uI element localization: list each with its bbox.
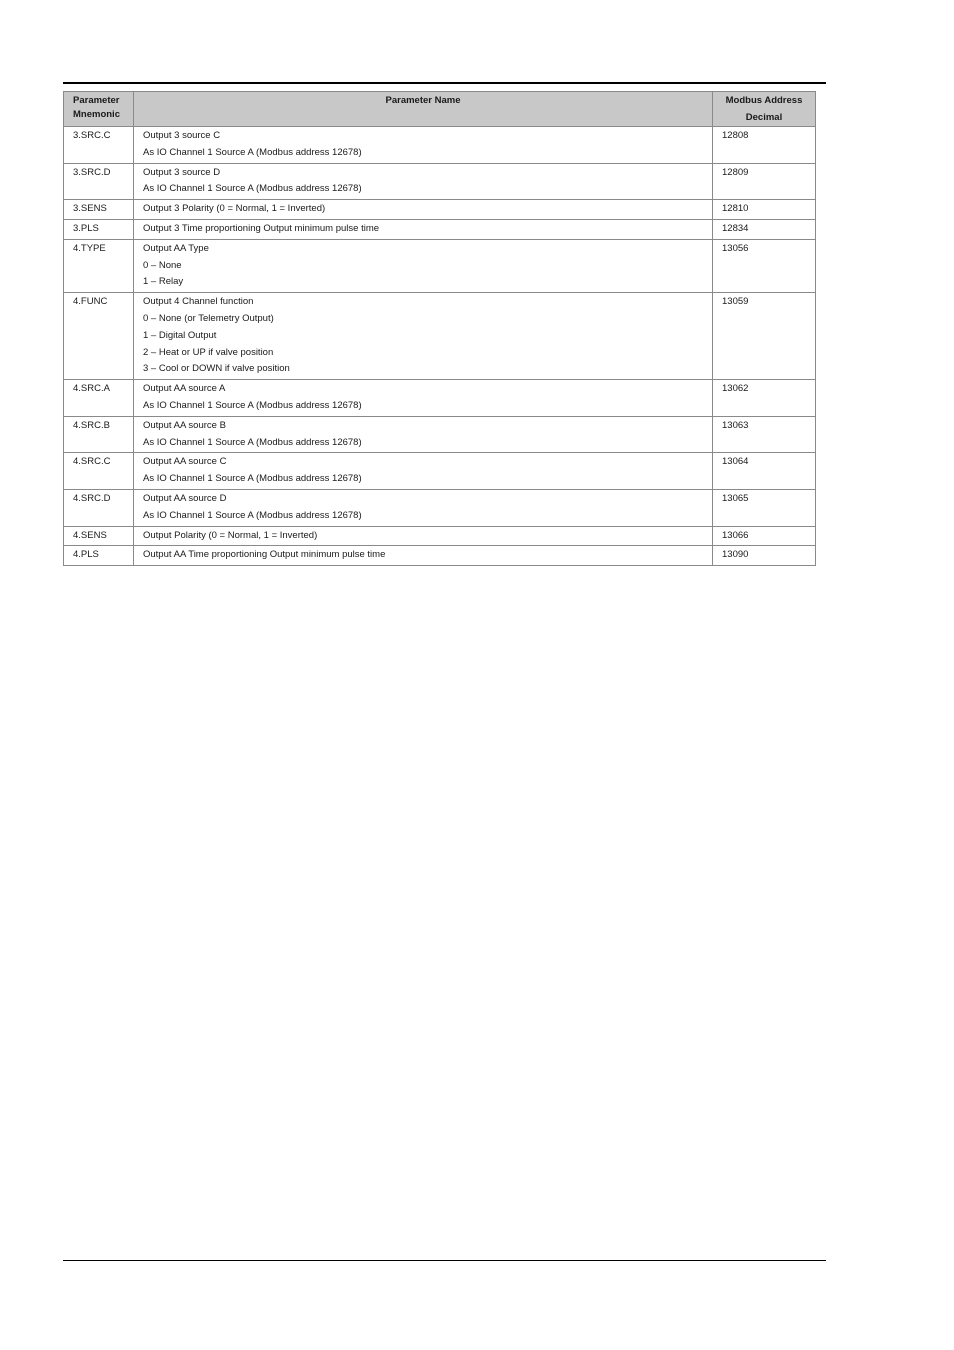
address-header-line2: Decimal bbox=[745, 112, 783, 123]
parameter-name-line: As IO Channel 1 Source A (Modbus address 12678) bbox=[143, 399, 362, 411]
table-row bbox=[64, 453, 816, 490]
modbus-address: 12810 bbox=[713, 200, 816, 220]
parameter-name bbox=[134, 453, 713, 490]
modbus-address: 12809 bbox=[713, 163, 816, 200]
parameter-name-line: Output 4 Channel function bbox=[143, 296, 254, 308]
table-row bbox=[64, 239, 816, 292]
parameter-name-line: 1 – Relay bbox=[143, 276, 184, 288]
modbus-address: 12834 bbox=[713, 219, 816, 239]
address-header-line1: Modbus Address bbox=[725, 95, 803, 106]
modbus-address: 13062 bbox=[713, 380, 816, 417]
parameter-name-line: 3 – Cool or DOWN if valve position bbox=[143, 363, 290, 375]
parameter-name-line: Output AA source C bbox=[143, 456, 227, 468]
parameter-name-line: 1 – Digital Output bbox=[143, 329, 217, 341]
table-row bbox=[64, 489, 816, 526]
parameter-name bbox=[134, 239, 713, 292]
parameter-name-line: 0 – None bbox=[143, 259, 182, 271]
parameter-name bbox=[134, 489, 713, 526]
mnemonic-header bbox=[64, 92, 134, 127]
parameter-name-line: As IO Channel 1 Source A (Modbus address 12678) bbox=[143, 146, 362, 158]
modbus-address: 12808 bbox=[713, 127, 816, 164]
parameter-name-header: Parameter Name bbox=[134, 92, 713, 127]
parameter-name-line: Output 3 Polarity (0 = Normal, 1 = Inverted) bbox=[143, 203, 326, 215]
parameter-mnemonic: 4.TYPE bbox=[64, 239, 134, 292]
parameter-mnemonic: 3.SENS bbox=[64, 200, 134, 220]
parameter-table bbox=[63, 91, 816, 566]
parameter-name bbox=[134, 526, 713, 546]
parameter-mnemonic: 4.FUNC bbox=[64, 293, 134, 380]
modbus-address: 13059 bbox=[713, 293, 816, 380]
parameter-name bbox=[134, 380, 713, 417]
parameter-name-line: Output AA Time proportioning Output minimum pulse time bbox=[143, 549, 386, 561]
parameter-name-line: Output Polarity (0 = Normal, 1 = Inverted) bbox=[143, 529, 318, 541]
table-header-row bbox=[64, 92, 816, 127]
modbus-address: 13064 bbox=[713, 453, 816, 490]
parameter-mnemonic: 4.SRC.C bbox=[64, 453, 134, 490]
parameter-name-line: As IO Channel 1 Source A (Modbus address 12678) bbox=[143, 473, 362, 485]
parameter-mnemonic: 4.SRC.B bbox=[64, 416, 134, 453]
parameter-name bbox=[134, 546, 713, 566]
modbus-address: 13066 bbox=[713, 526, 816, 546]
parameter-mnemonic: 4.SRC.A bbox=[64, 380, 134, 417]
modbus-address: 13056 bbox=[713, 239, 816, 292]
modbus-address: 13063 bbox=[713, 416, 816, 453]
table-row bbox=[64, 127, 816, 164]
parameter-name-line: Output 3 Time proportioning Output minimum pulse time bbox=[143, 222, 380, 234]
parameter-name-line: Output AA source D bbox=[143, 492, 227, 504]
parameter-name bbox=[134, 416, 713, 453]
parameter-mnemonic: 4.SENS bbox=[64, 526, 134, 546]
parameter-name bbox=[134, 200, 713, 220]
parameter-name bbox=[134, 163, 713, 200]
parameter-name bbox=[134, 219, 713, 239]
parameter-name bbox=[134, 293, 713, 380]
mnemonic-header-line1: Parameter bbox=[73, 95, 120, 106]
parameter-name-line: Output AA source B bbox=[143, 419, 226, 431]
parameter-name-line: As IO Channel 1 Source A (Modbus address 12678) bbox=[143, 183, 362, 195]
table-row bbox=[64, 416, 816, 453]
modbus-address: 13065 bbox=[713, 489, 816, 526]
parameter-name-line: 0 – None (or Telemetry Output) bbox=[143, 312, 274, 324]
parameter-name-line: Output 3 source D bbox=[143, 166, 221, 178]
parameter-name-line: 2 – Heat or UP if valve position bbox=[143, 346, 274, 358]
table-row bbox=[64, 380, 816, 417]
parameter-name bbox=[134, 127, 713, 164]
parameter-mnemonic: 4.SRC.D bbox=[64, 489, 134, 526]
table-row bbox=[64, 219, 816, 239]
table-row bbox=[64, 526, 816, 546]
parameter-mnemonic: 3.SRC.C bbox=[64, 127, 134, 164]
parameter-name-line: Output AA source A bbox=[143, 383, 226, 395]
table-row bbox=[64, 546, 816, 566]
parameter-name-line: As IO Channel 1 Source A (Modbus address 12678) bbox=[143, 509, 362, 521]
header-rule bbox=[63, 82, 826, 84]
parameter-mnemonic: 3.PLS bbox=[64, 219, 134, 239]
mnemonic-header-line2: Mnemonic bbox=[73, 109, 120, 120]
parameter-name-line: Output 3 source C bbox=[143, 130, 221, 141]
modbus-address-header bbox=[713, 92, 816, 127]
table-row bbox=[64, 293, 816, 380]
parameter-mnemonic: 3.SRC.D bbox=[64, 163, 134, 200]
modbus-address: 13090 bbox=[713, 546, 816, 566]
footer-rule bbox=[63, 1260, 826, 1261]
table-row bbox=[64, 200, 816, 220]
parameter-name-line: As IO Channel 1 Source A (Modbus address 12678) bbox=[143, 436, 362, 448]
parameter-mnemonic: 4.PLS bbox=[64, 546, 134, 566]
parameter-name-line: Output AA Type bbox=[143, 242, 209, 254]
table-row bbox=[64, 163, 816, 200]
